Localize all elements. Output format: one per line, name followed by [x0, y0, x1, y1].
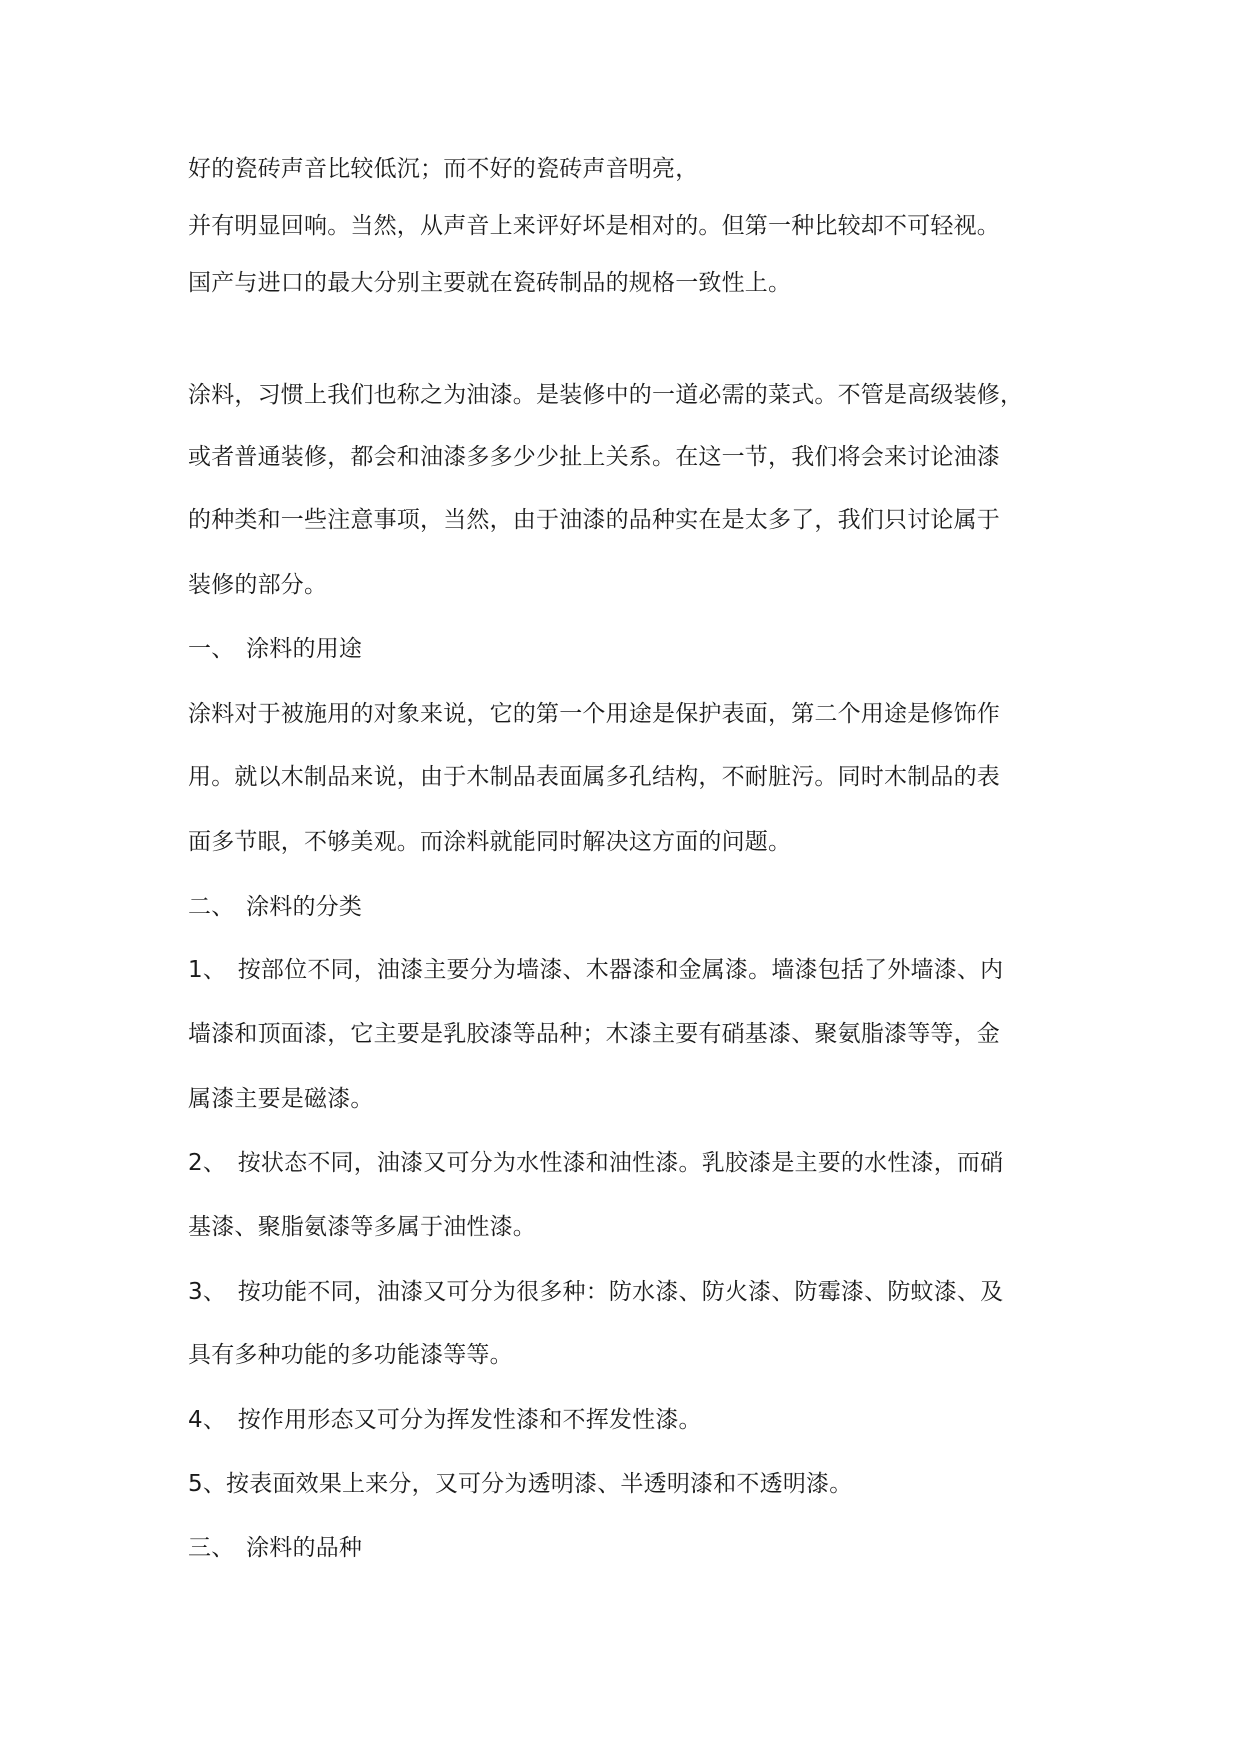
list-item-line: 1、 按部位不同，油漆主要分为墙漆、木器漆和金属漆。墙漆包括了外墙漆、内 [188, 957, 1004, 983]
list-item-line: 基漆、聚脂氨漆等多属于油性漆。 [188, 1214, 536, 1240]
list-item-line: 属漆主要是磁漆。 [188, 1086, 374, 1112]
paragraph-line: 或者普通装修，都会和油漆多多少少扯上关系。在这一节，我们将会来讨论油漆 [188, 444, 1000, 470]
list-item-line: 5、按表面效果上来分，又可分为透明漆、半透明漆和不透明漆。 [188, 1471, 853, 1497]
paragraph-line: 好的瓷砖声音比较低沉；而不好的瓷砖声音明亮， [188, 156, 699, 182]
paragraph-line: 涂料对于被施用的对象来说，它的第一个用途是保护表面，第二个用途是修饰作 [188, 701, 1000, 727]
paragraph-line: 涂料，习惯上我们也称之为油漆。是装修中的一道必需的菜式。不管是高级装修， [188, 382, 1024, 408]
list-item-line: 3、 按功能不同，油漆又可分为很多种：防水漆、防火漆、防霉漆、防蚊漆、及 [188, 1279, 1004, 1305]
paragraph-line: 装修的部分。 [188, 572, 328, 598]
paragraph-line: 的种类和一些注意事项，当然，由于油漆的品种实在是太多了，我们只讨论属于 [188, 507, 1000, 533]
list-item-line: 4、 按作用形态又可分为挥发性漆和不挥发性漆。 [188, 1407, 702, 1433]
section-heading: 一、 涂料的用途 [188, 636, 363, 662]
paragraph-line: 并有明显回响。当然，从声音上来评好坏是相对的。但第一种比较却不可轻视。 [188, 213, 1000, 239]
list-item-line: 墙漆和顶面漆，它主要是乳胶漆等品种；木漆主要有硝基漆、聚氨脂漆等等，金 [188, 1021, 1000, 1047]
paragraph-line: 面多节眼，不够美观。而涂料就能同时解决这方面的问题。 [188, 829, 792, 855]
section-heading: 二、 涂料的分类 [188, 894, 363, 920]
section-heading: 三、 涂料的品种 [188, 1535, 363, 1561]
list-item-line: 具有多种功能的多功能漆等等。 [188, 1342, 513, 1368]
paragraph-line: 用。就以木制品来说，由于木制品表面属多孔结构，不耐脏污。同时木制品的表 [188, 764, 1000, 790]
paragraph-line: 国产与进口的最大分别主要就在瓷砖制品的规格一致性上。 [188, 270, 792, 296]
list-item-line: 2、 按状态不同，油漆又可分为水性漆和油性漆。乳胶漆是主要的水性漆，而硝 [188, 1150, 1004, 1176]
